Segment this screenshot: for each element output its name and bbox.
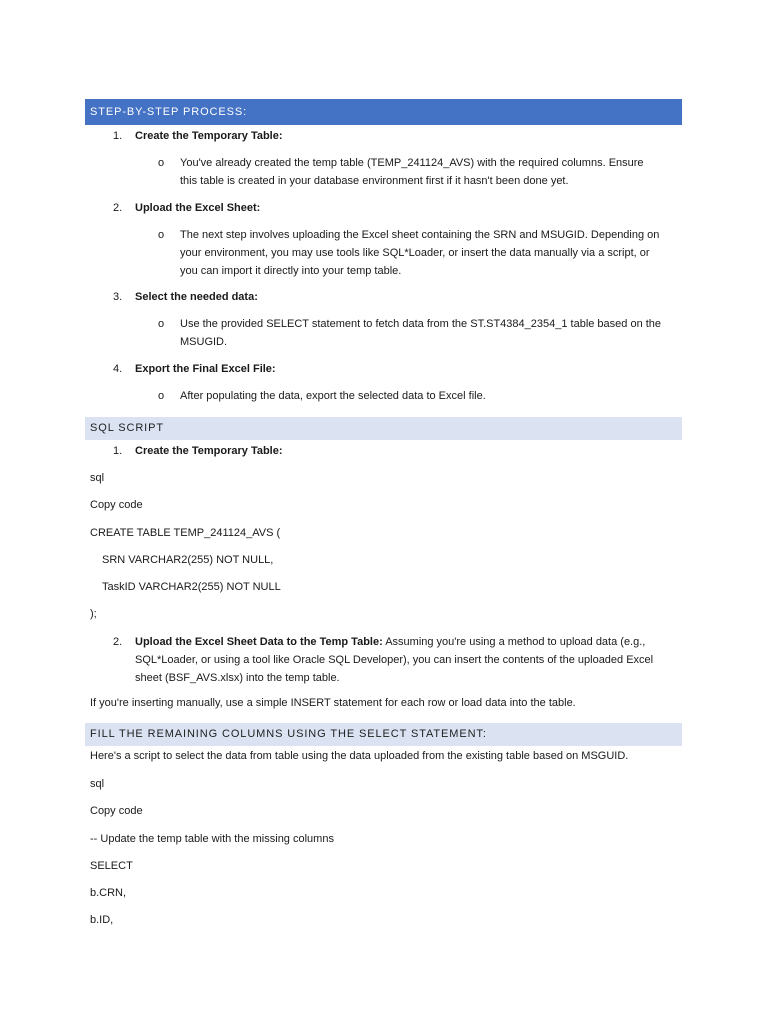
list-number: 1.	[113, 130, 123, 142]
step-text-line: The next step involves uploading the Excel sheet containing the SRN and MSUGID. Depending on	[180, 229, 660, 241]
step-text-line: MSUGID.	[180, 336, 228, 348]
list-number: 3.	[113, 291, 123, 303]
code-language-label: sql	[90, 778, 105, 790]
code-line: SRN VARCHAR2(255) NOT NULL,	[102, 554, 274, 566]
step-text-line: SQL*Loader, or using a tool like Oracle SQL Developer), you can insert the contents of the uploaded Excel	[135, 654, 654, 666]
step-title: Export the Final Excel File:	[135, 363, 276, 375]
step-title: Select the needed data:	[135, 291, 258, 303]
step-text: Assuming you're using a method to upload data (e.g.,	[382, 636, 646, 648]
step-text-line: you can import it directly into your temp table.	[180, 265, 402, 277]
list-number: 1.	[113, 445, 123, 457]
step-title: Upload the Excel Sheet Data to the Temp Table:	[135, 636, 383, 648]
step-title: Create the Temporary Table:	[135, 445, 283, 457]
list-number: 2.	[113, 636, 123, 648]
code-line: TaskID VARCHAR2(255) NOT NULL	[102, 581, 281, 593]
section-heading-fill	[85, 723, 682, 746]
code-line: SELECT	[90, 860, 133, 872]
code-line: b.CRN,	[90, 887, 127, 899]
step-text-line: this table is created in your database environment first if it hasn't been done yet.	[180, 175, 569, 187]
bullet-marker: o	[158, 157, 165, 169]
copy-code-label: Copy code	[90, 805, 143, 817]
list-number: 4.	[113, 363, 123, 375]
list-number: 2.	[113, 202, 123, 214]
code-line: CREATE TABLE TEMP_241124_AVS (	[90, 527, 281, 539]
heading-text: FILL THE REMAINING COLUMNS USING THE SELECT STATEMENT:	[90, 728, 487, 740]
step-title: Upload the Excel Sheet:	[135, 202, 261, 214]
heading-text: SQL SCRIPT	[90, 422, 164, 434]
step-paragraph-line	[135, 633, 645, 651]
step-text-line: Use the provided SELECT statement to fetch data from the ST.ST4384_2354_1 table based on the	[180, 318, 662, 330]
bullet-marker: o	[158, 390, 165, 402]
code-line: b.ID,	[90, 914, 114, 926]
paragraph: Here's a script to select the data from table using the data uploaded from the existing table based on MSGUID.	[90, 750, 629, 762]
section-heading-process	[85, 99, 682, 125]
step-text-line: You've already created the temp table (TEMP_241124_AVS) with the required columns. Ensure	[180, 157, 644, 169]
paragraph: If you're inserting manually, use a simple INSERT statement for each row or load data into the table.	[90, 697, 576, 709]
step-text-line: sheet (BSF_AVS.xlsx) into the temp table.	[135, 672, 340, 684]
step-title: Create the Temporary Table:	[135, 130, 283, 142]
heading-text: STEP-BY-STEP PROCESS:	[90, 106, 248, 118]
step-text-line: your environment, you may use tools like SQL*Loader, or insert the data manually via a script, or	[180, 247, 650, 259]
code-line: );	[90, 608, 97, 620]
copy-code-label: Copy code	[90, 499, 143, 511]
section-heading-sql	[85, 417, 682, 440]
bullet-marker: o	[158, 318, 165, 330]
code-line: -- Update the temp table with the missing columns	[90, 833, 334, 845]
bullet-marker: o	[158, 229, 165, 241]
step-text-line: After populating the data, export the selected data to Excel file.	[180, 390, 486, 402]
code-language-label: sql	[90, 472, 105, 484]
